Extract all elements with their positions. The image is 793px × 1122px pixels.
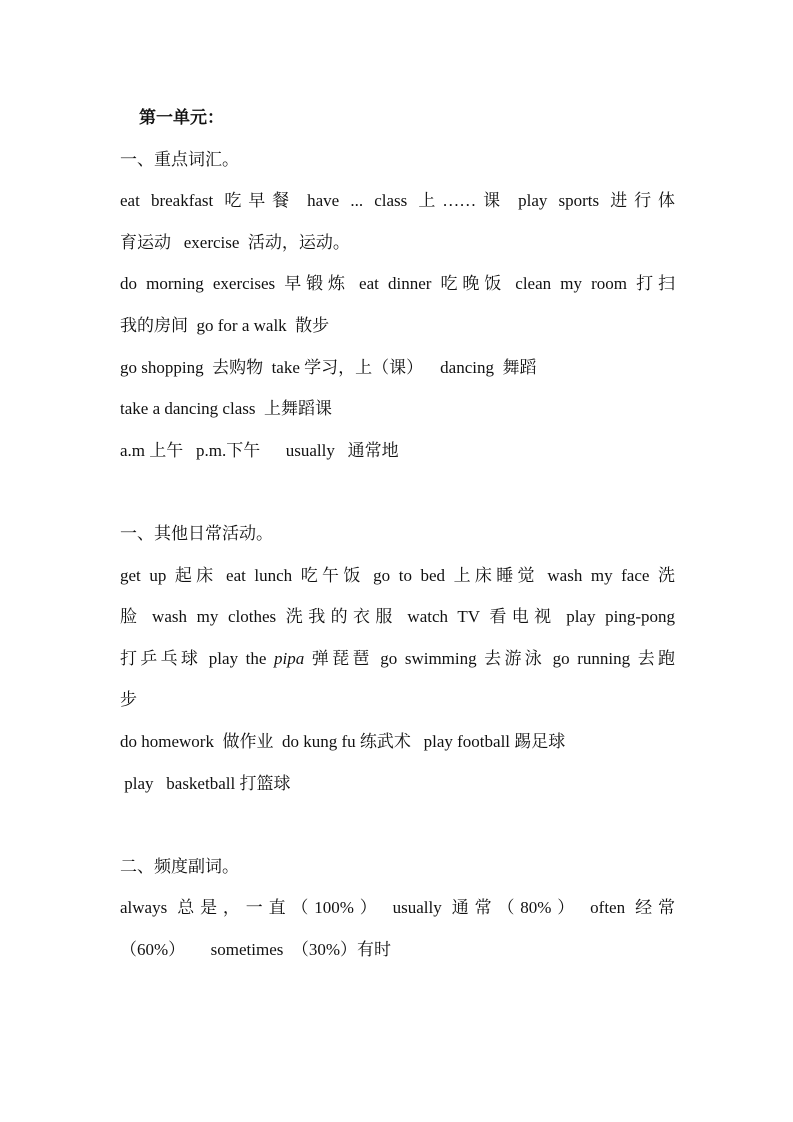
vocab-line: get up 起床 eat lunch 吃午饭 go to bed 上床睡觉 wash my face 洗 [120,565,675,585]
vocab-line: （60%） sometimes （30%）有时 [120,939,392,959]
vocab-line: go shopping 去购物 take 学习，上（课） dancing 舞蹈 [120,357,537,377]
blank-line [120,471,675,513]
vocab-line: do morning exercises 早锻炼 eat dinner 吃晚饭 clean my room 打扫 [120,274,675,294]
section-heading-key-vocabulary: 一、重点词汇。 [120,149,239,169]
vocab-line: always 总是，一直（100%） usually 通常（80%） often 经常 [120,898,675,918]
vocab-line: play basketball 打篮球 [120,773,291,793]
section-heading-frequency-adverbs: 二、频度副词。 [120,856,239,876]
vocab-line [120,638,675,680]
vocab-line: take a dancing class 上舞蹈课 [120,399,332,419]
vocab-text: 弹琵琶 go swimming 去游泳 go running 去跑 [304,648,676,668]
vocab-text: 打乒乓球 play the [120,648,274,668]
document-page [120,97,675,970]
vocab-line: 我的房间 go for a walk 散步 [120,315,330,335]
vocab-line: 步 [120,690,137,710]
vocab-line: do homework 做作业 do kung fu 练武术 play football 踢足球 [120,731,566,751]
vocab-line: a.m 上午 p.m.下午 usually 通常地 [120,440,399,460]
vocab-italic-word: pipa [273,648,305,668]
blank-line [120,804,675,846]
vocab-line: 脸 wash my clothes 洗我的衣服 watch TV 看电视 play ping-pong [120,607,675,627]
unit-title: 第一单元： [139,108,224,127]
vocab-line: eat breakfast 吃早餐 have ... class 上……课 play sports 进行体 [120,191,675,211]
vocab-line: 育运动 exercise 活动，运动。 [120,232,350,252]
section-heading-daily-activities: 一、其他日常活动。 [120,523,273,543]
